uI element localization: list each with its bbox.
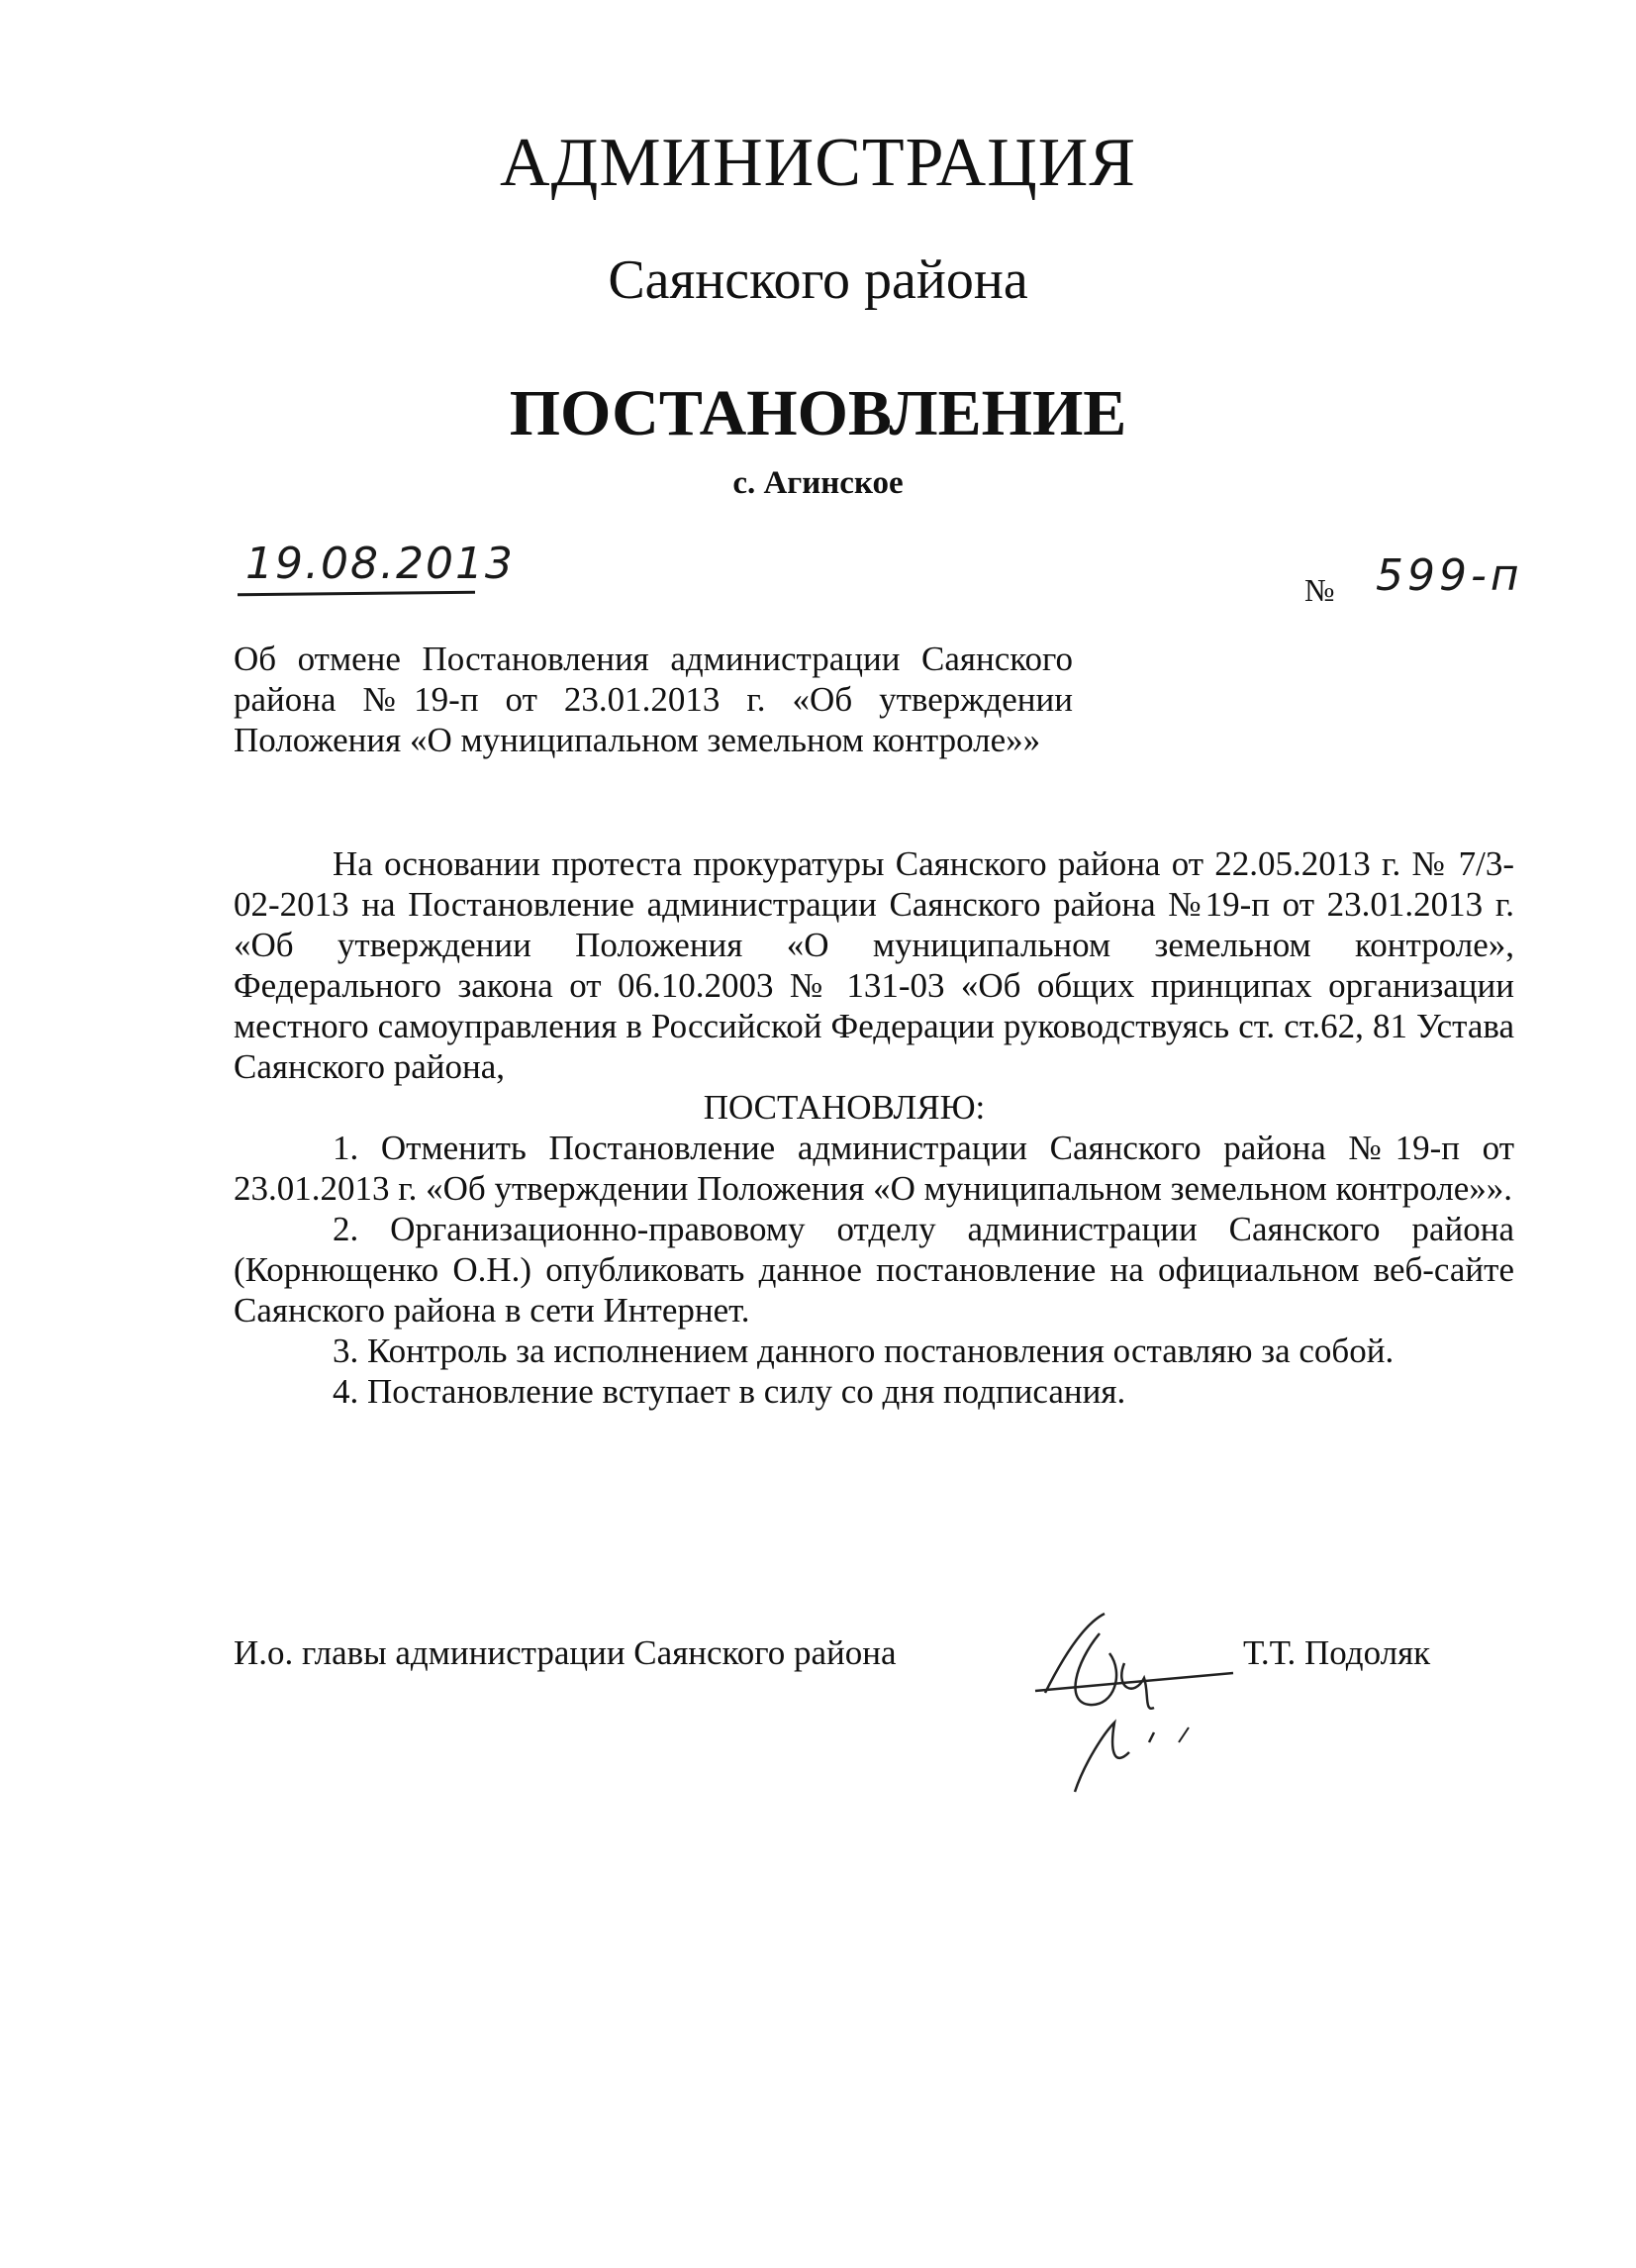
signature-block bbox=[234, 1624, 1520, 1802]
document-number: 599-п bbox=[1376, 550, 1523, 601]
date-underline bbox=[238, 591, 475, 597]
document-type-heading: ПОСТАНОВЛЕНИЕ bbox=[509, 377, 1127, 449]
handwritten-signature bbox=[1006, 1594, 1243, 1802]
signer-title: И.о. главы администрации Саянского района bbox=[234, 1633, 897, 1672]
decree-item: 4. Постановление вступает в силу со дня подписания. bbox=[333, 1372, 1126, 1411]
document-body bbox=[234, 843, 1514, 1412]
document-subject: Об отмене Постановления администрации Саянского района №19-п от 23.01.2013 г. «Об утверждении Положения «О муниципальном земельном контроле»» bbox=[234, 640, 1073, 759]
place-line: с. Агинское bbox=[732, 465, 904, 501]
preamble-paragraph: На основании протеста прокуратуры Саянского района от 22.05.2013 г. № 7/3-02-2013 на Постановление администрации Саянского района №19-п от 23.01.2013 г. «Об утверждении Положения «О муниципальном земельном контроле», Федерального закона от 06.10.2003 № 131-03 «Об общих принципах организации местного самоуправления в Российской Федерации руководствуясь ст. ст.62, 81 Устава Саянского района, bbox=[234, 844, 1514, 1086]
district-heading: Саянского района bbox=[608, 249, 1028, 311]
decree-item: 2. Организационно-правовому отделу администрации Саянского района (Корнющенко О.Н.) опубликовать данное постановление на официальном веб-сайте Саянского района в сети Интернет. bbox=[234, 1210, 1514, 1330]
document-date: 19.08.2013 bbox=[245, 539, 515, 589]
signer-name: Т.Т. Подоляк bbox=[1243, 1633, 1431, 1672]
number-label: № bbox=[1304, 572, 1335, 608]
decree-item: 1. Отменить Постановление администрации Саянского района №19-п от 23.01.2013 г. «Об утверждении Положения «О муниципальном земельном контроле»». bbox=[234, 1129, 1514, 1208]
decree-word: ПОСТАНОВЛЯЮ: bbox=[703, 1088, 986, 1127]
organization-heading: АДМИНИСТРАЦИЯ bbox=[500, 125, 1136, 201]
decree-item: 3. Контроль за исполнением данного постановления оставляю за собой. bbox=[333, 1331, 1395, 1370]
